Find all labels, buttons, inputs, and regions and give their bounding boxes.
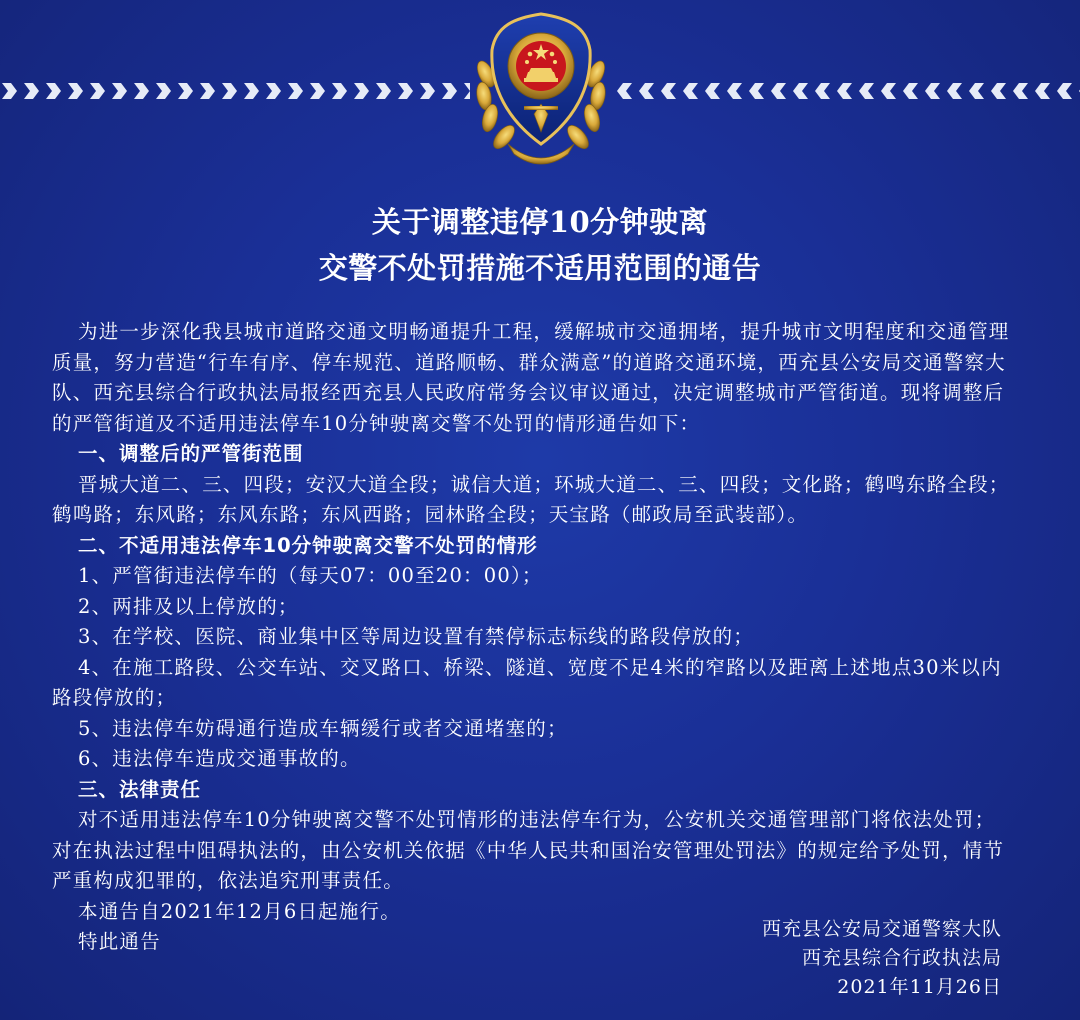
- list-item: 5、违法停车妨碍通行造成车辆缓行或者交通堵塞的；: [78, 716, 568, 740]
- left-chevron-stripe: [0, 74, 470, 108]
- closing-line: 特此通告: [78, 930, 161, 953]
- signature-date: 2021年11月26日: [837, 976, 1002, 998]
- section-paragraph: 对不适用违法停车10分钟驶离交警不处罚情形的违法停车行为，公安机关交通管理部门将依法处罚；对在执法过程中阻碍执法的，由公安机关依据《中华人民共和国治安管理处罚法》的规定给予处罚，情节严重构成犯罪的，依法追究刑事责任。: [52, 808, 1005, 892]
- section-heading: 一、调整后的严管街范围: [78, 442, 304, 465]
- section-paragraph: 晋城大道二、三、四段；安汉大道全段；诚信大道；环城大道二、三、四段；文化路；鹤鸣东路全段；鹤鸣路；东风路；东风东路；东风西路；园林路全段；天宝路（邮政局至武装部）。: [52, 472, 1010, 526]
- list-item: 4、在施工路段、公交车站、交叉路口、桥梁、隧道、宽度不足4米的窄路以及距离上述地点30米以内路段停放的；: [52, 655, 1002, 709]
- signature-org-1: 西充县公安局交通警察大队: [761, 918, 1002, 940]
- list-item: 3、在学校、医院、商业集中区等周边设置有禁停标志标线的路段停放的；: [78, 625, 755, 648]
- effective-date-line: 本通告自2021年12月6日起施行。: [78, 899, 401, 923]
- notice-title-line-2: 交警不处罚措施不适用范围的通告: [318, 251, 762, 285]
- list-item: 1、严管街违法停车的（每天07：00至20：00）；: [78, 564, 543, 587]
- section-heading: 二、不适用违法停车10分钟驶离交警不处罚的情形: [78, 533, 538, 557]
- right-chevron-stripe: [612, 74, 1080, 108]
- intro-paragraph: 为进一步深化我县城市道路交通文明畅通提升工程，缓解城市交通拥堵，提升城市文明程度和交通管理质量，努力营造“行车有序、停车规范、道路顺畅、群众满意”的道路交通环境，西充县公安局交通警察大队、西充县综合行政执法局报经西充县人民政府常务会议审议通过，决定调整城市严管街道。现将调整后的严管街道及不适用违法停车10分钟驶离交警不处罚的情形通告如下：: [52, 320, 1010, 435]
- header-band: [0, 0, 1080, 180]
- section-heading: 三、法律责任: [78, 777, 202, 801]
- signature-block: [762, 915, 1002, 1002]
- police-emblem-icon: [468, 4, 614, 172]
- list-item: 6、违法停车造成交通事故的。: [78, 747, 361, 770]
- signature-org-2: 西充县综合行政执法局: [801, 947, 1002, 969]
- notice-body: [52, 317, 1012, 958]
- list-item: 2、两排及以上停放的；: [78, 594, 299, 618]
- notice-title-line-1: 关于调整违停10分钟驶离: [371, 205, 709, 239]
